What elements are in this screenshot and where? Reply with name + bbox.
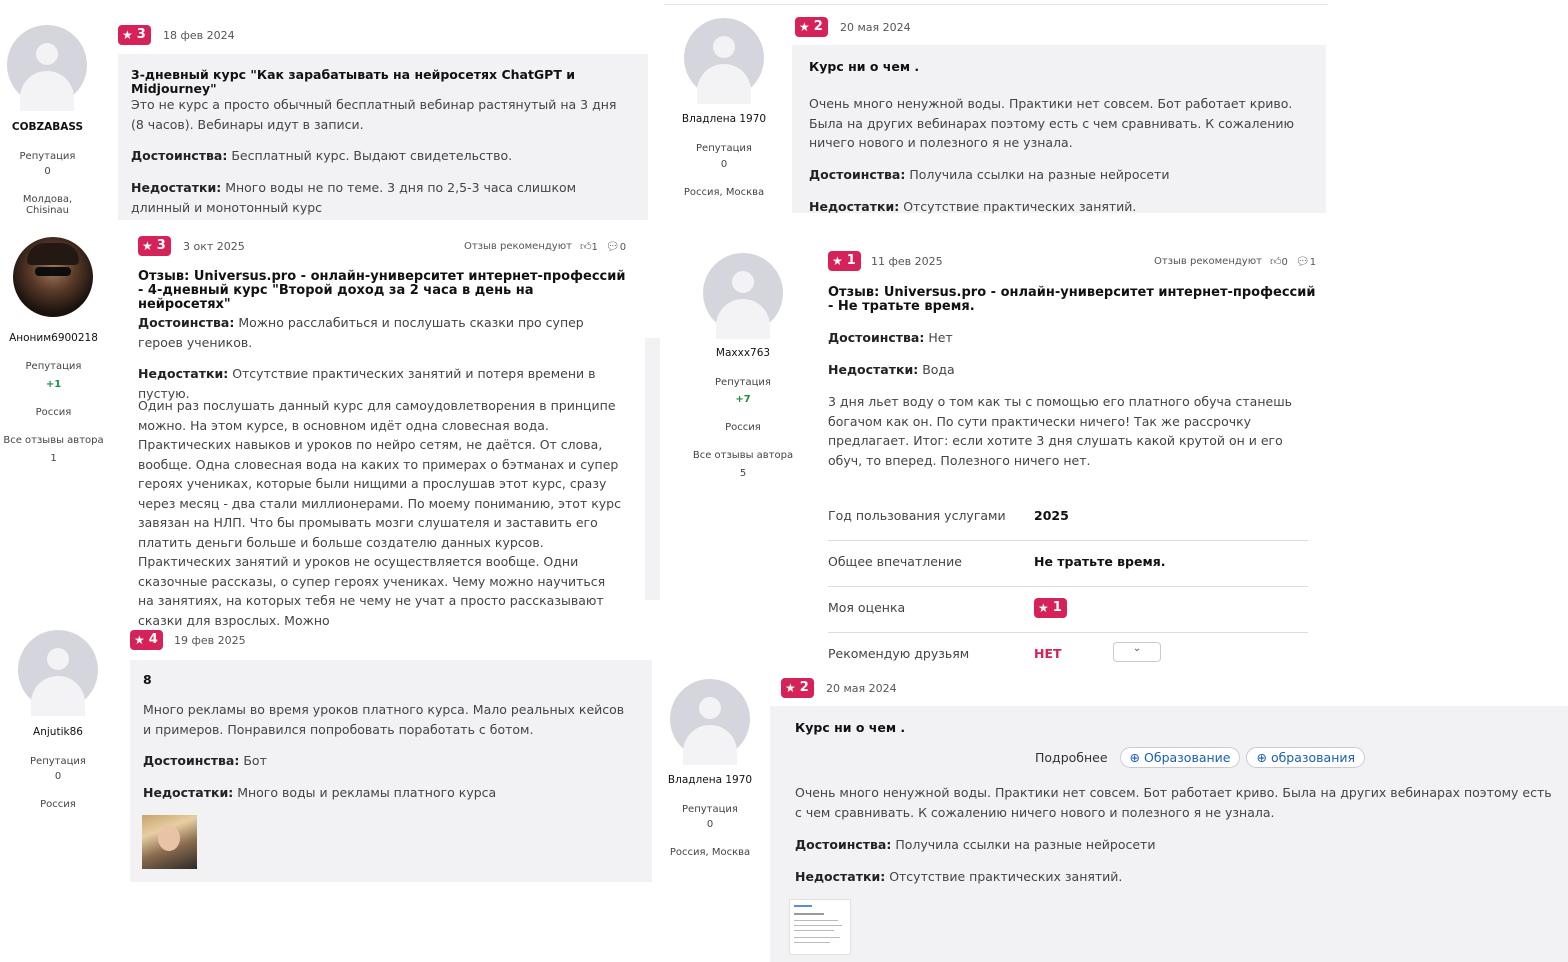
user-location: Россия — [725, 422, 761, 433]
all-reviews-count[interactable]: 5 — [739, 468, 747, 479]
review-date: 11 фев 2025 — [871, 255, 943, 268]
review-body-bg — [130, 660, 652, 882]
recommend-label: Отзыв рекомендуют — [464, 241, 572, 252]
review-cons: Недостатки: Вода — [828, 362, 955, 377]
reputation-label: Репутация — [25, 361, 82, 372]
star-icon: ★ — [785, 681, 796, 695]
review-title[interactable]: 3-дневный курс "Как зарабатывать на нейросетях ChatGPT и Midjourney" — [131, 67, 575, 96]
comment-icon: 💬︎ — [605, 240, 620, 253]
username[interactable]: Аноним6900218 — [9, 332, 98, 344]
recommend-bar — [1154, 255, 1316, 268]
reputation-value: +7 — [735, 394, 751, 405]
all-reviews-count[interactable]: 1 — [50, 453, 57, 464]
avatar[interactable] — [684, 18, 764, 98]
username[interactable]: Владлена 1970 — [681, 113, 767, 125]
review-card-2 — [664, 0, 1328, 238]
review-title[interactable]: Отзыв: Universus.pro - онлайн-университет интернет-профессий - Не тратьте время. — [828, 285, 1316, 314]
tags-row — [1035, 747, 1365, 768]
review-card-3 — [0, 228, 664, 628]
star-icon: ★ — [134, 633, 145, 647]
user-profile — [684, 240, 802, 500]
chevron-down-icon[interactable]: ⌄ — [1113, 642, 1161, 662]
all-reviews-label[interactable]: Все отзывы автора — [3, 435, 104, 446]
avatar[interactable] — [13, 237, 93, 317]
comment-icon: 💬︎ — [1295, 255, 1310, 268]
avatar[interactable] — [7, 25, 87, 105]
plus-circle-icon: ⊕ — [1129, 750, 1141, 765]
rating-badge: ★ 4 — [130, 630, 163, 650]
my-rating-badge: ★ 1 — [1034, 598, 1067, 618]
username[interactable]: COBZABASS — [11, 121, 84, 133]
review-cons: Недостатки: Отсутствие практических занятий. — [795, 869, 1123, 884]
recommend-label: Отзыв рекомендуют — [1154, 256, 1262, 267]
review-pros: Достоинства: Можно расслабиться и послушать сказки про супер героев учеников. — [138, 315, 584, 350]
review-card-6 — [664, 670, 1568, 962]
recommend-bar — [464, 240, 626, 253]
reputation-label: Репутация — [696, 143, 752, 154]
review-details-table — [828, 494, 1308, 660]
review-title[interactable]: Курс ни о чем . — [795, 720, 906, 735]
rating-badge: ★ 3 — [138, 236, 171, 256]
review-date: 18 фев 2024 — [163, 29, 235, 42]
table-row: Год пользования услугами 2025 — [828, 494, 1308, 541]
review-date: 20 мая 2024 — [840, 21, 911, 34]
review-cons: Недостатки: Отсутствие практических занятий. — [809, 199, 1137, 214]
rating-badge: ★ 2 — [795, 17, 828, 37]
review-pros: Достоинства: Получила ссылки на разные нейросети — [809, 167, 1170, 182]
plus-circle-icon: ⊕ — [1256, 750, 1267, 765]
more-link[interactable]: Подробнее — [1035, 750, 1108, 765]
review-pros: Достоинства: Бесплатный курс. Выдают свидетельство. — [131, 148, 513, 163]
reputation-value: 0 — [706, 819, 714, 830]
tag-education-2[interactable]: ⊕ образования — [1246, 747, 1365, 768]
review-pros: Достоинства: Бот — [143, 753, 267, 768]
review-text: 3 дня льет воду о том как ты с помощью его платного обуча станешь богачом как он. По сути практически ничего! Так же рассрочку предлагает. Итог: если хотите 3 дня слушать какой крутой он и его обуч, то вперед. Полезного ничего нет. — [828, 394, 1293, 468]
like-button[interactable]: 👍︎1 — [579, 240, 598, 253]
reputation-value: 0 — [720, 159, 728, 170]
review-text: Один раз послушать данный курс для самоудовлетворения в принципе можно. На этом курсе, в основном идёт одна словесная вода. Практических навыков и уроков по нейро сетям, не даётся. От слова, вообще. Одна словесная вода на каких то примерах о бэтманах и супер героях учениках, которые были нищими а прослушав этот курс, сразу через месяц - два стали миллионерами. По моему пониманию, этот курс завязан на НЛП. Что бы промывать мозги слушателя и заставить его платить деньги больше и больше создателю данных курсов. Практических занятий и уроков не осуществляется вообще. Одни сказочные рассказы, о супер героях учениках. Чему можно научиться на занятиях, на которых тебя не чему не учат а просто рассказывают сказки для взрослых. Можно — [138, 398, 621, 628]
username[interactable]: Владлена 1970 — [667, 774, 753, 786]
user-location: Россия — [35, 407, 72, 418]
review-text: Много рекламы во время уроков платного курса. Мало реальных кейсов и примеров. Понравился попробовать поработать с ботом. — [143, 702, 625, 737]
reputation-label: Репутация — [30, 756, 86, 767]
user-location: Россия, Москва — [669, 847, 751, 858]
star-icon: ★ — [832, 254, 843, 268]
reputation-label: Репутация — [682, 804, 738, 815]
review-cons: Недостатки: Много воды не по теме. 3 дня по 2,5-3 часа слишком длинный и монотонный курс — [131, 180, 577, 215]
tag-education[interactable]: ⊕ Образование — [1120, 747, 1241, 768]
review-pros: Достоинства: Получила ссылки на разные нейросети — [795, 837, 1156, 852]
table-row: Общее впечатление Не тратьте время. — [828, 540, 1308, 587]
review-text: Очень много ненужной воды. Практики нет совсем. Бот работает криво. Была на других вебинарах поэтому есть с чем сравнивать. К сожалению ничего нового и полезного я не узнала. — [809, 96, 1295, 150]
user-profile — [664, 0, 784, 230]
review-card-1 — [0, 0, 660, 225]
review-photo-thumbnail[interactable] — [142, 815, 197, 869]
thumbs-up-icon: 👍︎ — [579, 240, 592, 253]
review-date: 3 окт 2025 — [183, 240, 245, 253]
all-reviews-label[interactable]: Все отзывы автора — [692, 450, 794, 461]
reputation-label: Репутация — [19, 151, 76, 162]
user-profile — [0, 228, 107, 488]
star-icon: ★ — [142, 239, 153, 253]
star-icon: ★ — [799, 20, 810, 34]
reputation-value: +1 — [45, 379, 62, 390]
user-location: Россия — [40, 799, 76, 810]
review-cons: Недостатки: Много воды и рекламы платного курса — [143, 785, 497, 800]
review-card-4 — [664, 240, 1328, 660]
table-row: Рекомендую друзьям НЕТ ⌄ — [828, 632, 1308, 678]
review-title[interactable]: Отзыв: Universus.pro - онлайн-университет интернет-профессий - 4-дневный курс "Второй доход за 2 часа в день на нейросетях" — [138, 269, 626, 312]
review-cons: Недостатки: Отсутствие практических занятий и потеря времени в пустую. — [138, 366, 596, 401]
user-profile — [664, 670, 756, 890]
star-icon: ★ — [1038, 601, 1049, 615]
review-body-bg — [770, 706, 1568, 962]
user-location: Молдова, Chisinau — [22, 194, 73, 216]
reputation-value: 0 — [54, 771, 62, 782]
review-screenshot-thumbnail[interactable] — [789, 899, 851, 955]
avatar[interactable] — [703, 253, 783, 333]
username[interactable]: Maxxx763 — [715, 347, 771, 359]
comments-button[interactable]: 💬︎0 — [605, 240, 627, 253]
reputation-value: 0 — [44, 166, 51, 177]
username[interactable]: Anjutik86 — [33, 726, 83, 738]
rating-badge: ★ 3 — [118, 25, 151, 45]
review-body-bg — [645, 338, 660, 600]
review-text: Это не курс а просто обычный бесплатный вебинар растянутый на 3 дня (8 часов). Вебинары идут в записи. — [131, 97, 617, 132]
user-profile — [10, 620, 106, 840]
review-date: 19 фев 2025 — [174, 634, 246, 647]
rating-badge: ★ 1 — [828, 251, 861, 271]
review-date: 20 мая 2024 — [826, 682, 897, 695]
star-icon: ★ — [122, 28, 133, 42]
thumbs-up-icon: 👍︎ — [1269, 255, 1282, 268]
review-title[interactable]: 8 — [143, 672, 152, 687]
avatar[interactable] — [670, 679, 750, 759]
table-row: Моя оценка ★ 1 — [828, 586, 1308, 633]
like-button[interactable]: 👍︎0 — [1269, 255, 1288, 268]
rating-badge: ★ 2 — [781, 678, 814, 698]
review-pros: Достоинства: Нет — [828, 330, 953, 345]
avatar[interactable] — [18, 630, 98, 710]
comments-button[interactable]: 💬︎1 — [1295, 255, 1317, 268]
review-card-5 — [0, 620, 660, 890]
review-text: Очень много ненужной воды. Практики нет совсем. Бот работает криво. Была на других вебинарах поэтому есть с чем сравнивать. К сожалению ничего нового и полезного я не узнала. — [795, 785, 1552, 820]
reputation-label: Репутация — [715, 377, 771, 388]
user-profile — [0, 0, 95, 220]
user-location: Россия, Москва — [683, 187, 765, 198]
review-title[interactable]: Курс ни о чем . — [809, 59, 920, 74]
